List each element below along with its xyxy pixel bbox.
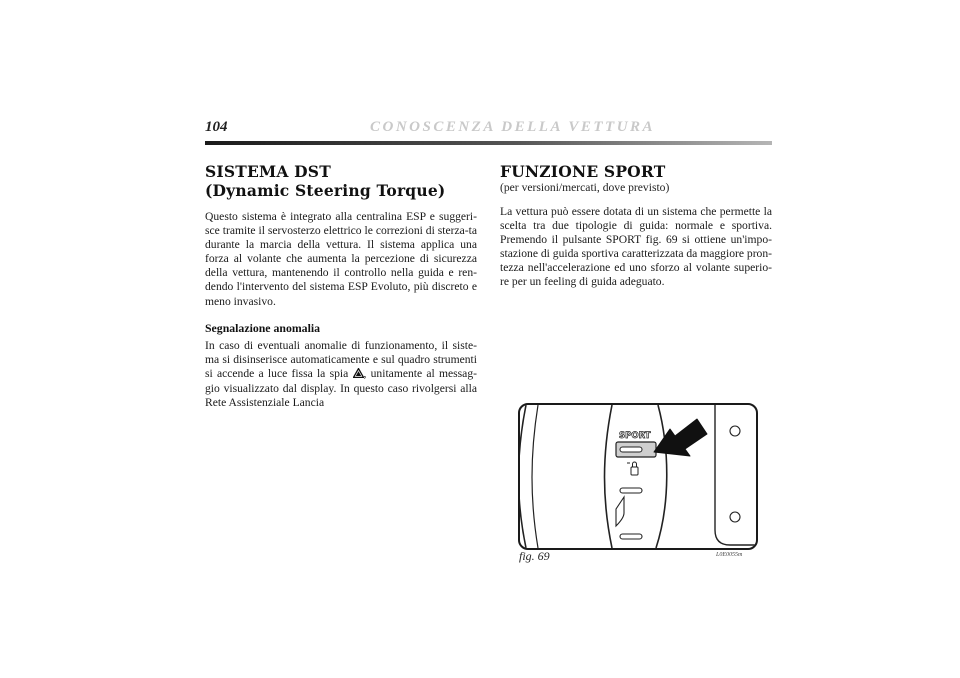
- anomaly-text-after: , unitamente al messag-gio visualizzato dal display. In questo caso rivolgersi alla Rete Assistenziale Lancia: [205, 366, 477, 410]
- sport-availability-note: (per versioni/mercati, dove previsto): [500, 181, 670, 194]
- console-button-2: [620, 488, 642, 493]
- page-number: 104: [205, 119, 228, 135]
- sport-button: [616, 442, 656, 457]
- console-button-3: [620, 534, 642, 539]
- dst-title: [205, 162, 477, 200]
- left-column: [205, 162, 477, 410]
- anomaly-subheading: Segnalazione anomalia: [205, 320, 321, 335]
- sport-title: FUNZIONE SPORT: [500, 162, 666, 181]
- dashboard-illustration: [520, 405, 756, 548]
- warning-triangle-icon: [353, 368, 364, 382]
- figure-caption: fig. 69: [519, 549, 550, 563]
- sport-button-figure: [518, 403, 758, 550]
- right-column: [500, 162, 772, 290]
- dst-title-line1: SISTEMA DST: [205, 162, 331, 181]
- anomaly-paragraph: [205, 339, 477, 410]
- anomaly-text-before: In caso di eventuali anomalie di funzionamento, il siste-ma si disinserisce automaticamente e sul quadro strumenti si accende a luce fissa la spia: [205, 338, 477, 380]
- dst-paragraph: Questo sistema è integrato alla centralina ESP e suggeri-sce tramite il servosterzo elettrico le correzioni di sterza-ta durante la marcia della vettura. Il sistema applica una forza al volante che aumenta la percezione di sicurezza della vettura, mantenendo il controllo nella guida e ren-dendo l'intervento del sistema ESP Evoluto, più discreto e meno invasivo.: [205, 210, 477, 308]
- running-title: CONOSCENZA DELLA VETTURA: [370, 119, 656, 135]
- header-rule: [205, 141, 772, 145]
- dst-title-line2: (Dynamic Steering Torque): [205, 181, 446, 200]
- sport-paragraph: La vettura può essere dotata di un sistema che permette la scelta tra due tipologie di guida: normale e sportiva. Premendo il pulsante SPORT fig. 69 si ottiene un'impo-stazione di guida sportiva caratterizzata da maggiore pron-tezza nell'accelerazione ed uno sforzo al volante superio-re per un feeling di guida adeguato.: [500, 205, 773, 289]
- sport-label: SPORT: [619, 431, 651, 441]
- figure-code: L0E0055m: [716, 552, 743, 558]
- lock-symbol-icon: [627, 462, 638, 475]
